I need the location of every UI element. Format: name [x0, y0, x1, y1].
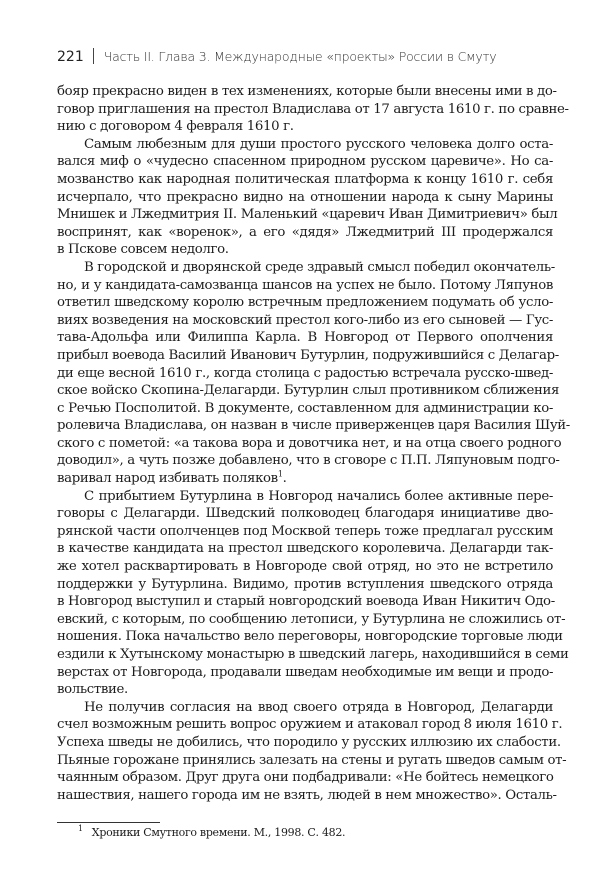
- text-line: [57, 470, 553, 488]
- text-line-content: ношения. Пока начальство вело переговоры, новгородские торговые люди: [57, 629, 563, 645]
- text-line-content: нию с договором 4 февраля 1610 г.: [57, 119, 294, 135]
- text-line-content: виях возведения на московский престол кого-либо из его сыновей — Гус-: [57, 312, 554, 328]
- running-header: [57, 48, 496, 65]
- text-line-content: мозванство как народная политическая платформа к концу 1610 г. себя: [57, 171, 553, 187]
- text-line: [57, 365, 553, 383]
- text-line: [57, 540, 553, 558]
- text-line-content: же хотел расквартировать в Новгороде свой отряд, но это не встретило: [57, 559, 553, 575]
- text-line: [57, 769, 553, 787]
- text-line: [57, 435, 562, 453]
- text-line: [57, 347, 559, 365]
- text-line: [57, 752, 567, 770]
- text-line: [57, 136, 553, 154]
- text-line-content: ского с пометой: «а такова вора и довотчика нет, и на отца своего родного: [57, 435, 562, 451]
- page-number: 221: [57, 49, 84, 65]
- text-line: [57, 452, 560, 470]
- text-line: [57, 664, 553, 682]
- text-line-content: рянской части ополченцев под Москвой теперь тоже предлагал русским: [57, 523, 553, 539]
- text-line: [57, 628, 563, 646]
- text-line-content: Успеха шведы не добились, что породило у русских иллюзию их слабости.: [57, 734, 561, 750]
- text-line: [57, 488, 553, 506]
- text-line-content: но, и у кандидата-самозванца шансов на успех не было. Потому Ляпунов: [57, 277, 553, 293]
- footnote: [78, 826, 345, 839]
- text-line: [57, 83, 557, 101]
- running-title: Часть II. Глава 3. Международные «проекты» России в Смуту: [103, 49, 497, 64]
- footnote-rule: [57, 822, 160, 823]
- body-text: [57, 83, 570, 804]
- footnote-text: Хроники Смутного времени. М., 1998. С. 482.: [91, 826, 346, 839]
- footnote-reference[interactable]: 1: [277, 469, 283, 479]
- text-line-content: варивал народ избивать поляков: [57, 471, 278, 487]
- footnote-marker: 1: [78, 824, 83, 834]
- text-line: [57, 382, 560, 400]
- text-line: [57, 277, 553, 295]
- text-line: [57, 699, 553, 717]
- text-line: [57, 241, 553, 259]
- text-line: [57, 206, 558, 224]
- text-line: [57, 259, 553, 277]
- text-line: [57, 294, 553, 312]
- text-line: [57, 189, 553, 207]
- text-line-content: бояр прекрасно виден в тех изменениях, которые были внесены ими в до-: [57, 84, 557, 99]
- text-line: [57, 576, 553, 594]
- text-line: [57, 734, 561, 752]
- text-line-content: вался миф о «чудесно спасенном природном русском царевиче». Но са-: [57, 154, 553, 170]
- text-line: [57, 787, 557, 805]
- text-line-content: Пьяные горожане принялись залезать на стены и ругать шведов самым от-: [57, 752, 567, 768]
- text-line-tail: .: [282, 471, 287, 487]
- text-line: [57, 101, 569, 119]
- text-line: [57, 558, 553, 576]
- text-line-content: с Речью Посполитой. В документе, составленном для администрации ко-: [57, 400, 553, 416]
- text-line-content: вольствие.: [57, 682, 128, 698]
- text-line: [57, 523, 553, 541]
- text-line-content: евский, с которым, по сообщению летописи, у Бутурлина не сложились от-: [57, 611, 566, 627]
- text-line-content: верстах от Новгорода, продавали шведам необходимые им вещи и продо-: [57, 664, 554, 680]
- text-line-content: говор приглашения на престол Владислава от 17 августа 1610 г. по сравне-: [57, 101, 569, 117]
- text-line-content: Мнишек и Лжедмитрия II. Маленький «царевич Иван Димитриевич» был: [57, 207, 558, 223]
- text-line-content: чаянным образом. Друг друга они подбадривали: «Не бойтесь немецкого: [57, 770, 554, 786]
- text-line-content: ездили к Хутынскому монастырю в шведский лагерь, находившийся в семи: [57, 647, 569, 662]
- text-line-content: ди еще весной 1610 г., когда столица с радостью встречала русско-швед-: [57, 365, 553, 381]
- text-line-content: нашествия, нашего города им не взять, людей в нем множество». Осталь-: [57, 787, 557, 803]
- text-line: [57, 646, 569, 664]
- text-line-content: в Новгород выступил и старый новгородский воевода Иван Никитич Одо-: [57, 594, 555, 610]
- text-line: [57, 153, 553, 171]
- header-divider: [93, 48, 94, 64]
- text-line-content: воспринят, как «воренок», а его «дядя» Лжедмитрий III продержался: [57, 224, 553, 240]
- text-line: [57, 312, 553, 330]
- text-line-content: ответил шведскому королю встречным предложением подумать об усло-: [57, 295, 553, 311]
- text-line: [57, 716, 563, 734]
- text-line: [57, 400, 553, 418]
- text-line-content: поддержки у Бутурлина. Видимо, против вступления шведского отряда: [57, 576, 553, 592]
- text-line: [57, 417, 570, 435]
- text-line: [57, 171, 553, 189]
- text-line: [57, 681, 553, 699]
- text-line-content: прибыл воевода Василий Иванович Бутурлин, подружившийся с Делагар-: [57, 347, 559, 363]
- text-line-content: С прибытием Бутурлина в Новгород начались более активные пере-: [84, 488, 553, 504]
- text-line: [57, 505, 553, 523]
- text-line-content: тава-Адольфа или Филиппа Карла. В Новгород от Первого ополчения: [57, 330, 553, 346]
- text-line-content: исчерпало, что прекрасно видно на отношении народа к сыну Марины: [57, 189, 553, 205]
- text-line-content: ролевича Владислава, он назван в числе приверженцев царя Василия Шуй-: [57, 418, 570, 434]
- text-line: [57, 611, 566, 629]
- text-line-content: доводил», а чуть позже добавлено, что в сговоре с П.П. Ляпуновым подго-: [57, 453, 560, 469]
- text-line: [57, 224, 553, 242]
- text-line: [57, 118, 553, 136]
- text-line-content: в Пскове совсем недолго.: [57, 242, 229, 258]
- text-line-content: счел возможным решить вопрос оружием и атаковал город 8 июля 1610 г.: [57, 717, 563, 733]
- text-line-content: Самым любезным для души простого русского человека долго оста-: [84, 136, 553, 152]
- text-line-content: ское войско Скопина-Делагарди. Бутурлин слыл противником сближения: [57, 383, 560, 399]
- text-line-content: Не получив согласия на ввод своего отряда в Новгород, Делагарди: [84, 699, 553, 715]
- text-line: [57, 593, 553, 611]
- text-line: [57, 329, 553, 347]
- text-line-content: в качестве кандидата на престол шведского королевича. Делагарди так-: [57, 541, 553, 557]
- text-line-content: говоры с Делагарди. Шведский полководец благодаря инициативе дво-: [57, 506, 553, 522]
- text-line-content: В городской и дворянской среде здравый смысл победил окончатель-: [84, 259, 555, 275]
